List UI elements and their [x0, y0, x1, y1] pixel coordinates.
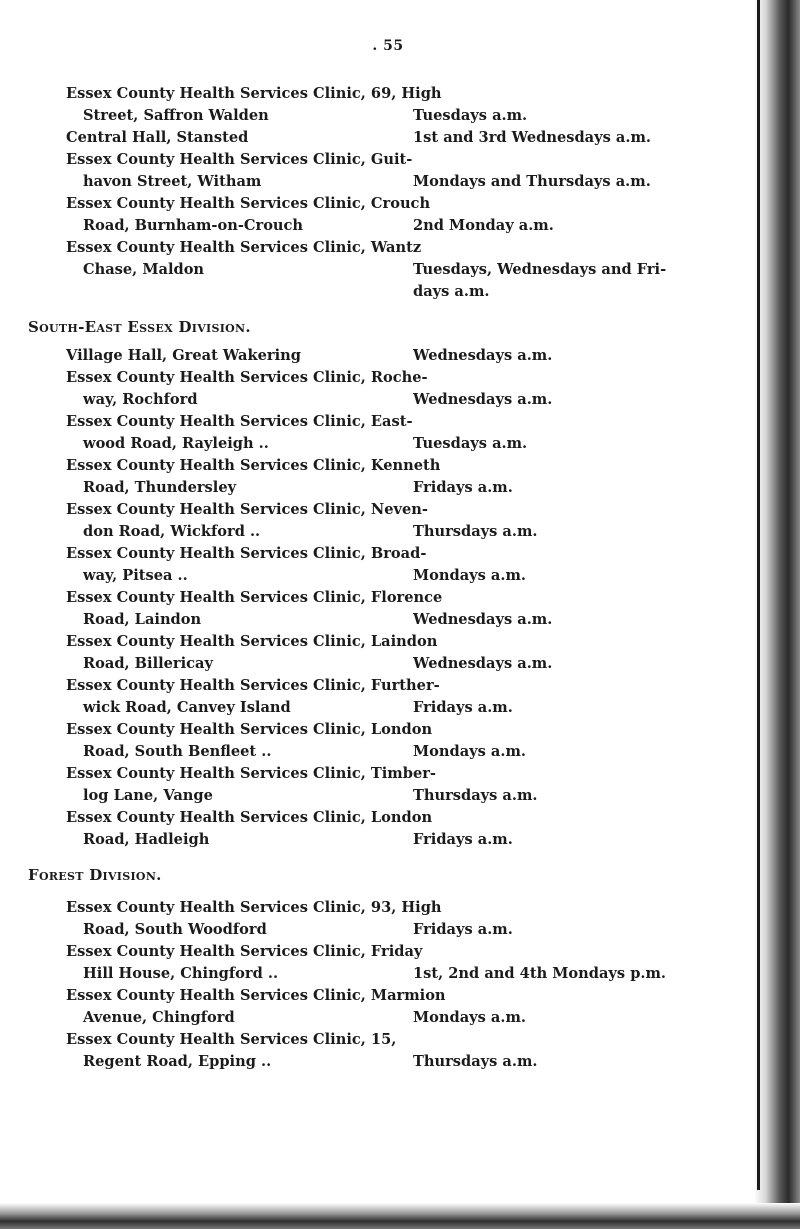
clinic-schedule: Fridays a.m. — [413, 479, 513, 496]
clinic-schedule: 1st and 3rd Wednesdays a.m. — [413, 129, 651, 146]
clinic-schedule: Thursdays a.m. — [413, 787, 538, 804]
clinic-entry — [66, 499, 766, 543]
clinic-location-line: Road, Laindon — [83, 611, 202, 628]
clinic-location-line: Essex County Health Services Clinic, Roche- — [66, 369, 428, 386]
clinic-schedule: Wednesdays a.m. — [413, 611, 553, 628]
clinic-location-line: Central Hall, Stansted — [66, 129, 249, 146]
page-number: . 55 — [372, 38, 404, 54]
clinic-location-line: way, Pitsea .. — [83, 567, 188, 584]
clinic-entry — [66, 631, 766, 675]
clinic-entry — [66, 411, 766, 455]
scan-bottom-edge — [0, 1203, 800, 1229]
clinic-schedule: Wednesdays a.m. — [413, 655, 553, 672]
clinic-schedule: Mondays a.m. — [413, 743, 526, 760]
clinic-location-line: Road, Hadleigh — [83, 831, 210, 848]
clinic-location-line: Essex County Health Services Clinic, 15, — [66, 1031, 397, 1048]
clinic-location-line: don Road, Wickford .. — [83, 523, 261, 540]
clinic-location-line: log Lane, Vange — [83, 787, 213, 804]
clinic-location-line: Essex County Health Services Clinic, Crouch — [66, 195, 431, 212]
clinic-schedule: Tuesdays a.m. — [413, 107, 528, 124]
clinic-schedule: Fridays a.m. — [413, 699, 513, 716]
clinic-location-line: Essex County Health Services Clinic, Laindon — [66, 633, 438, 650]
clinic-location-line: Road, Burnham-on-Crouch — [83, 217, 304, 234]
clinic-location-line: Essex County Health Services Clinic, Friday — [66, 943, 423, 960]
clinic-schedule: 2nd Monday a.m. — [413, 217, 554, 234]
clinic-schedule: Mondays a.m. — [413, 1009, 526, 1026]
clinic-location-line: Essex County Health Services Clinic, Wantz — [66, 239, 422, 256]
clinic-location-line: Essex County Health Services Clinic, London — [66, 809, 433, 826]
scan-edge — [754, 0, 800, 1229]
clinic-schedule: Fridays a.m. — [413, 831, 513, 848]
clinic-location-line: Essex County Health Services Clinic, Guit- — [66, 151, 413, 168]
clinic-location-line: Hill House, Chingford .. — [83, 965, 279, 982]
clinic-entry — [66, 675, 766, 719]
clinic-schedule: Wednesdays a.m. — [413, 391, 553, 408]
clinic-entry — [66, 941, 766, 985]
clinic-location-line: Essex County Health Services Clinic, 69, High — [66, 85, 442, 102]
clinic-location-line: Chase, Maldon — [83, 261, 205, 278]
clinic-entry — [66, 237, 766, 300]
clinic-location-line: Essex County Health Services Clinic, Broad- — [66, 545, 427, 562]
clinic-location-line: Essex County Health Services Clinic, Kenneth — [66, 457, 441, 474]
scan-edge-line — [757, 0, 760, 1190]
clinic-schedule: Tuesdays, Wednesdays and Fri- — [413, 261, 667, 278]
clinic-entry — [66, 345, 766, 367]
clinic-location-line: Essex County Health Services Clinic, Further- — [66, 677, 440, 694]
clinic-entry — [66, 83, 766, 127]
clinic-schedule: Mondays and Thursdays a.m. — [413, 173, 651, 190]
clinic-schedule: Wednesdays a.m. — [413, 347, 553, 364]
clinic-entry — [66, 719, 766, 763]
clinic-location-line: havon Street, Witham — [83, 173, 262, 190]
clinic-entry — [66, 897, 766, 941]
section-heading-south-east: South-East Essex Division. — [28, 318, 251, 336]
clinic-location-line: way, Rochford — [83, 391, 198, 408]
clinic-entry — [66, 455, 766, 499]
clinic-entry — [66, 543, 766, 587]
clinic-location-line: Street, Saffron Walden — [83, 107, 269, 124]
clinic-schedule: Tuesdays a.m. — [413, 435, 528, 452]
clinic-location-line: Essex County Health Services Clinic, London — [66, 721, 433, 738]
clinic-entry — [66, 807, 766, 851]
clinic-location-line: Essex County Health Services Clinic, Neven- — [66, 501, 428, 518]
clinic-location-line: Road, South Benfleet .. — [83, 743, 272, 760]
section-heading-forest: Forest Division. — [28, 866, 162, 884]
clinic-entry — [66, 149, 766, 193]
clinic-schedule: Thursdays a.m. — [413, 523, 538, 540]
clinic-location-line: wood Road, Rayleigh .. — [83, 435, 269, 452]
clinic-location-line: Essex County Health Services Clinic, Timber- — [66, 765, 436, 782]
clinic-location-line: Road, Thundersley — [83, 479, 237, 496]
clinic-schedule: Fridays a.m. — [413, 921, 513, 938]
clinic-location-line: Essex County Health Services Clinic, Florence — [66, 589, 443, 606]
clinic-schedule: 1st, 2nd and 4th Mondays p.m. — [413, 965, 667, 982]
clinic-location-line: wick Road, Canvey Island — [83, 699, 291, 716]
clinic-location-line: Essex County Health Services Clinic, 93, High — [66, 899, 442, 916]
clinic-location-line: Regent Road, Epping .. — [83, 1053, 272, 1070]
clinic-location-line: Avenue, Chingford — [83, 1009, 235, 1026]
clinic-location-line: Essex County Health Services Clinic, East- — [66, 413, 413, 430]
clinic-location-line: Road, South Woodford — [83, 921, 267, 938]
clinic-entry — [66, 367, 766, 411]
clinic-entry — [66, 127, 766, 149]
clinic-location-line: Village Hall, Great Wakering — [66, 347, 301, 364]
clinic-entry — [66, 1029, 766, 1073]
clinic-schedule: days a.m. — [413, 283, 490, 300]
clinic-location-line: Essex County Health Services Clinic, Marmion — [66, 987, 446, 1004]
clinic-schedule: Thursdays a.m. — [413, 1053, 538, 1070]
clinic-schedule: Mondays a.m. — [413, 567, 526, 584]
clinic-entry — [66, 587, 766, 631]
clinic-location-line: Road, Billericay — [83, 655, 213, 672]
clinic-entry — [66, 193, 766, 237]
clinic-entry — [66, 763, 766, 807]
clinic-entry — [66, 985, 766, 1029]
